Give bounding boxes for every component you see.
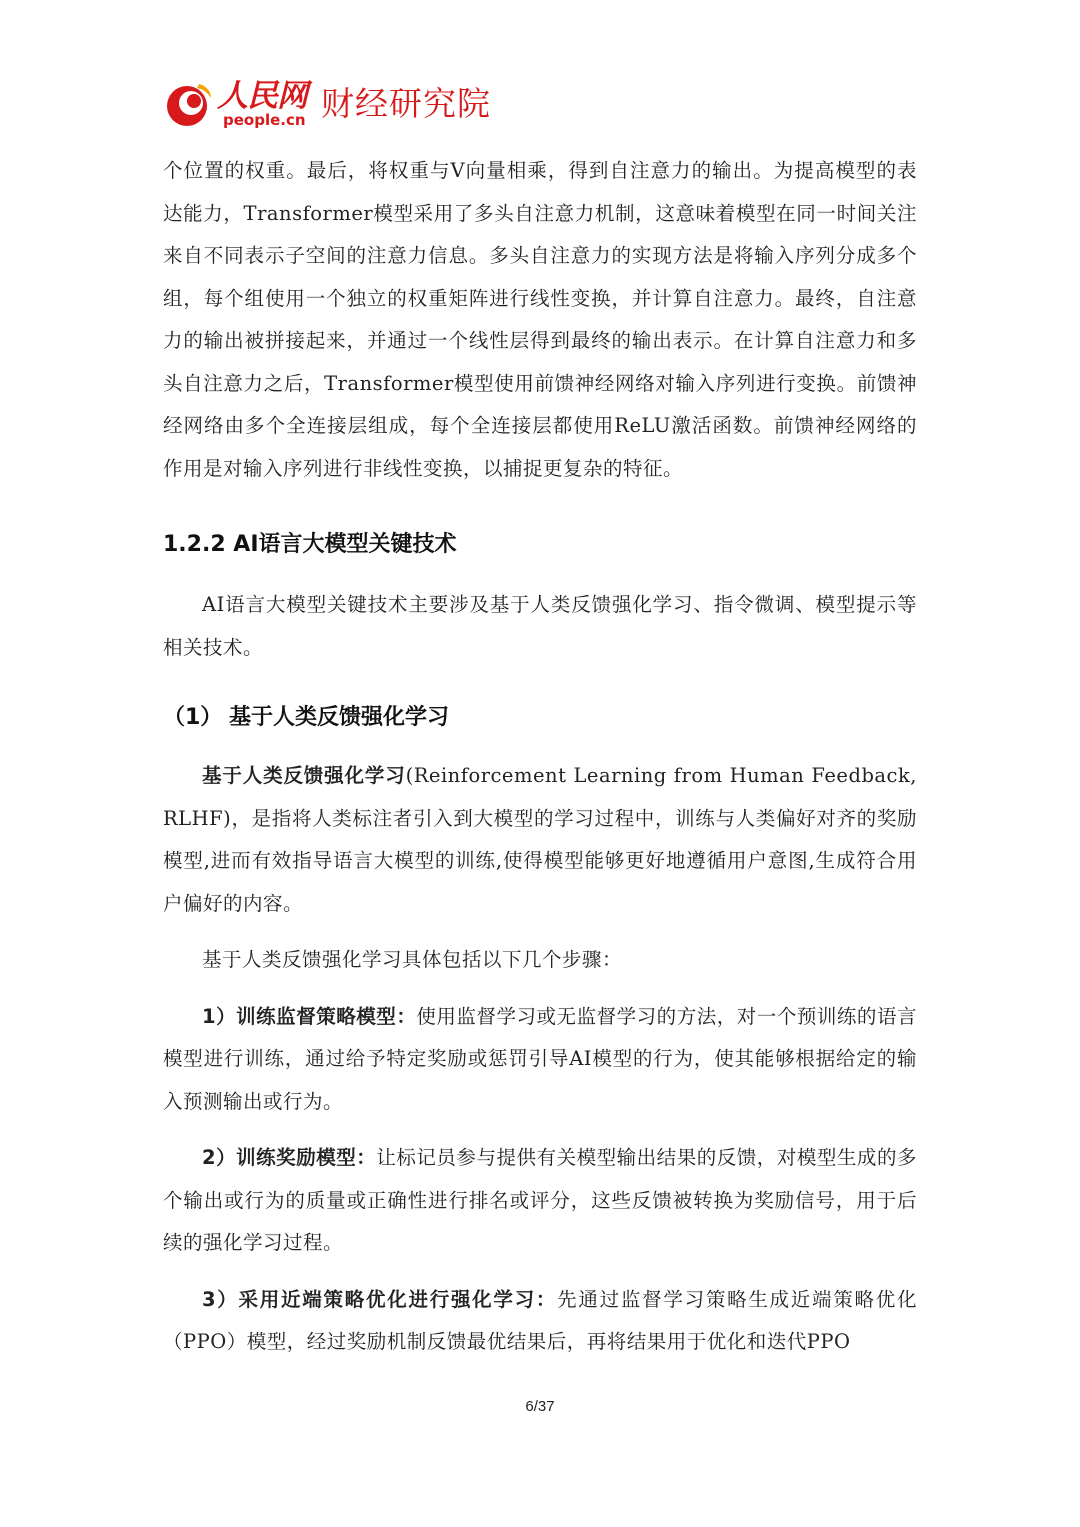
rlhf-term: 基于人类反馈强化学习 (202, 764, 406, 787)
paragraph-step-3 (163, 1279, 917, 1364)
step-2-text: 让标记员参与提供有关模型输出结果的反馈，对模型生成的多个输出或行为的质量或正确性进行排名或评分，这些反馈被转换为奖励信号，用于后续的强化学习过程。 (163, 1146, 917, 1254)
step-1-title: 1）训练监督策略模型： (202, 1004, 417, 1028)
step-3-text: 先通过监督学习策略生成近端策略优化（PPO）模型，经过奖励机制反馈最优结果后，再将结果用于优化和迭代PPO (163, 1287, 917, 1353)
paragraph-step-2 (163, 1137, 917, 1265)
rlhf-definition-text: (Reinforcement Learning from Human Feedback, RLHF)，是指将人类标注者引入到大模型的学习过程中，训练与人类偏好对齐的奖励模型,进而有效指导语言大模型的训练,使得模型能够更好地遵循用户意图,生成符合用户偏好的内容。 (163, 764, 917, 915)
paragraph-steps-intro: 基于人类反馈强化学习具体包括以下几个步骤： (202, 948, 623, 971)
people-logo-icon (163, 78, 215, 130)
subsection-heading-rlhf (163, 703, 917, 733)
institute-name: 财经研究院 (321, 84, 491, 123)
step-1-text: 使用监督学习或无监督学习的方法，对一个预训练的语言模型进行训练，通过给予特定奖励或惩罚引导AI模型的行为，使其能够根据给定的输入预测输出或行为。 (163, 1004, 917, 1113)
subsection-number: （1） (163, 705, 223, 730)
step-2-title: 2）训练奖励模型： (202, 1146, 377, 1169)
logo-chinese: 人民网 (217, 78, 307, 114)
paragraph-step-1 (163, 996, 917, 1124)
step-3-title: 3）采用近端策略优化进行强化学习： (202, 1287, 558, 1311)
page-body (163, 150, 917, 1364)
logo-english: people.cn (223, 111, 306, 129)
paragraph-rlhf-definition (163, 755, 917, 925)
page-header (163, 76, 491, 132)
section-heading-1-2-2: 1.2.2 AI语言大模型关键技术 (163, 532, 457, 557)
page-number: 6/37 (525, 1398, 555, 1415)
subsection-title: 基于人类反馈强化学习 (229, 705, 450, 730)
paragraph-key-tech: AI语言大模型关键技术主要涉及基于人类反馈强化学习、指令微调、模型提示等相关技术。 (163, 593, 917, 659)
logo-text (217, 80, 307, 128)
paragraph-transformer: 个位置的权重。最后，将权重与V向量相乘，得到自注意力的输出。为提高模型的表达能力，Transformer模型采用了多头自注意力机制，这意味着模型在同一时间关注来自不同表示子空间的注意力信息。多头自注意力的实现方法是将输入序列分成多个组，每个组使用一个独立的权重矩阵进行线性变换，并计算自注意力。最终，自注意力的输出被拼接起来，并通过一个线性层得到最终的输出表示。在计算自注意力和多头自注意力之后，Transformer模型使用前馈神经网络对输入序列进行变换。前馈神经网络由多个全连接层组成，每个全连接层都使用ReLU激活函数。前馈神经网络的作用是对输入序列进行非线性变换，以捕捉更复杂的特征。 (163, 159, 917, 480)
